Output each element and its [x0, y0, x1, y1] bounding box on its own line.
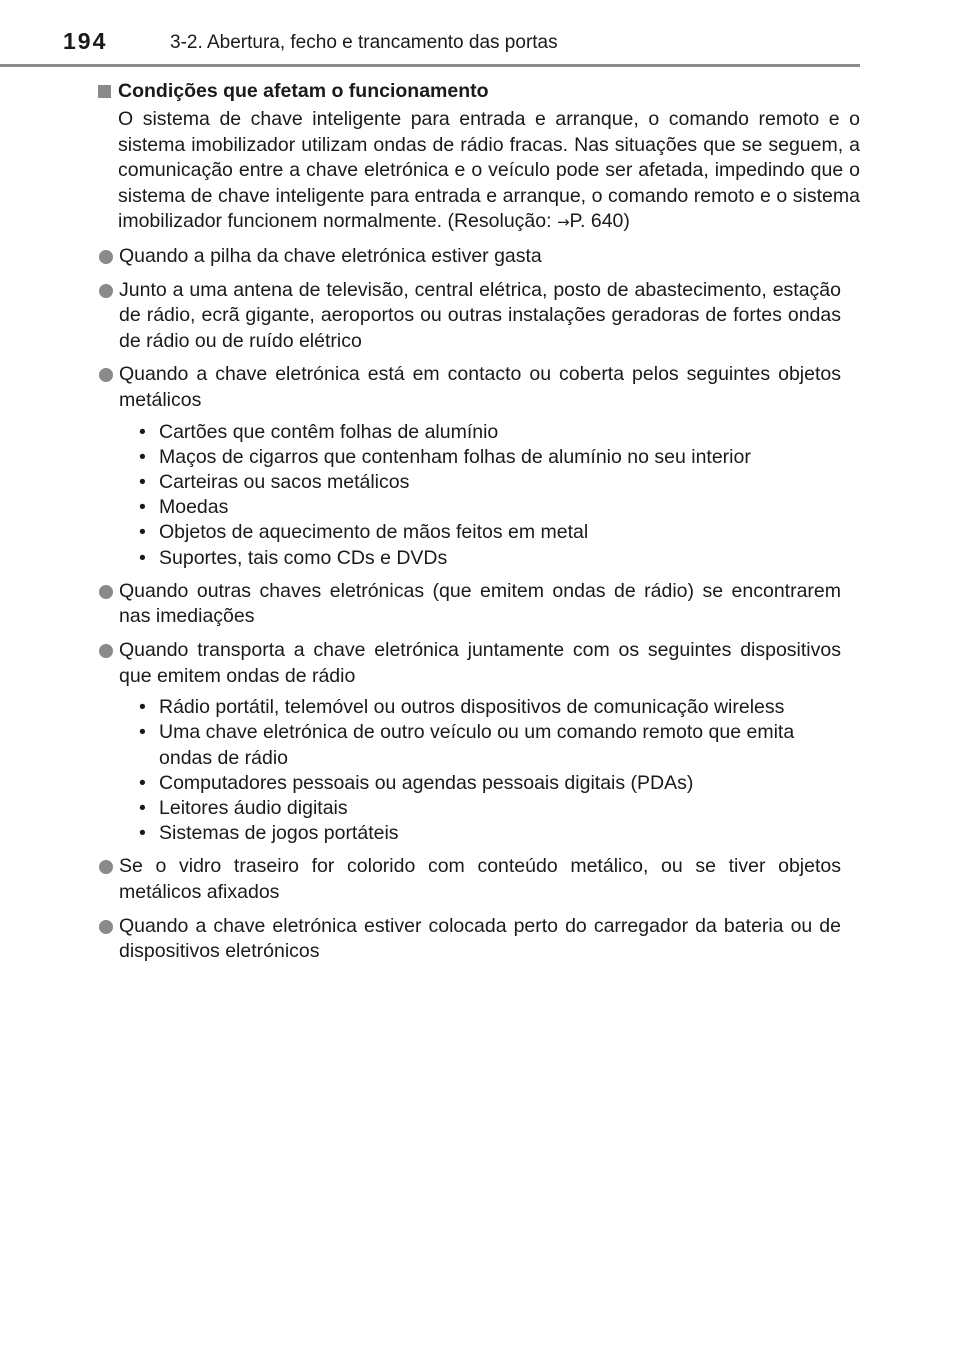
- section-heading: [98, 78, 860, 104]
- list-item: [98, 854, 860, 905]
- sub-bullet: •: [139, 771, 146, 794]
- page-number: 194: [63, 28, 108, 54]
- sublist-item-text: Sistemas de jogos portáteis: [159, 822, 399, 845]
- intro-paragraph: [118, 107, 860, 236]
- sublist-item-text: Carteiras ou sacos metálicos: [159, 470, 410, 493]
- sublist-item: [139, 470, 860, 495]
- circle-bullet-icon: [99, 920, 113, 934]
- list-item-text: Quando outras chaves eletrónicas (que emitem ondas de rádio) se encontrarem nas imediações: [119, 579, 841, 628]
- sublist-item: [139, 546, 860, 571]
- list-item-text: Quando a pilha da chave eletrónica estiver gasta: [119, 244, 542, 267]
- sub-bullet: •: [139, 822, 146, 845]
- circle-bullet-icon: [99, 644, 113, 658]
- sub-bullet: •: [139, 420, 146, 443]
- sub-bullet: •: [139, 470, 146, 493]
- list-item-text: Se o vidro traseiro for colorido com conteúdo metálico, ou se tiver objetos metálicos afixados: [119, 855, 841, 903]
- list-item: [98, 579, 860, 630]
- circle-bullet-icon: [99, 250, 113, 264]
- sublist-item: [139, 771, 860, 796]
- list-item: [98, 278, 860, 355]
- sublist-item: [139, 520, 860, 545]
- list-item: [98, 638, 860, 689]
- square-bullet-icon: [98, 85, 111, 98]
- sublist-item: [139, 445, 860, 470]
- circle-bullet-icon: [99, 284, 113, 298]
- header-divider: [0, 64, 860, 67]
- intro-text: O sistema de chave inteligente para entrada e arranque, o comando remoto e o sistema imobilizador utilizam ondas de rádio fracas. Nas situações que se seguem, a comunicação entre a chave eletrónica e o veículo pode ser afetada, impedindo que o sistema de chave inteligente para entrada e arranque, o comando remoto e o sistema imobilizador funcionem normalmente. (Resolução:: [118, 108, 860, 233]
- sublist-item-text: Rádio portátil, telemóvel ou outros dispositivos de comunicação wireless: [159, 696, 785, 719]
- list-item: [98, 244, 860, 270]
- sublist-item-text: Objetos de aquecimento de mãos feitos em metal: [159, 521, 589, 544]
- section-title: Condições que afetam o funcionamento: [118, 80, 489, 102]
- circle-bullet-icon: [99, 368, 113, 382]
- page-reference-link[interactable]: P. 640): [569, 210, 630, 233]
- list-item-text: Junto a uma antena de televisão, central elétrica, posto de abastecimento, estação de rádio, ecrã gigante, aeroportos ou outras instalações geradoras de fortes ondas de rádio ou de ruído elétrico: [119, 278, 841, 352]
- metal-objects-sublist: [139, 420, 860, 571]
- radio-devices-sublist: [139, 695, 860, 846]
- sub-bullet: •: [139, 696, 146, 719]
- sublist-item-text: Computadores pessoais ou agendas pessoais digitais (PDAs): [159, 771, 694, 794]
- sub-bullet: •: [139, 721, 146, 744]
- sublist-item-text: Cartões que contêm folhas de alumínio: [159, 420, 499, 443]
- page-content: [98, 78, 860, 965]
- sublist-item: [139, 720, 860, 770]
- sublist-item: [139, 796, 860, 821]
- sub-bullet: •: [139, 521, 146, 544]
- list-item-text: Quando a chave eletrónica está em contacto ou coberta pelos seguintes objetos metálicos: [119, 363, 841, 411]
- sublist-item-text: Leitores áudio digitais: [159, 796, 348, 819]
- sublist-item-text: Maços de cigarros que contenham folhas de alumínio no seu interior: [159, 445, 751, 468]
- circle-bullet-icon: [99, 585, 113, 599]
- right-arrow-icon: →: [556, 213, 570, 232]
- sub-bullet: •: [139, 445, 146, 468]
- sub-bullet: •: [139, 546, 146, 569]
- sublist-item: [139, 495, 860, 520]
- sublist-item-text: Moedas: [159, 496, 229, 519]
- sublist-item: [139, 821, 860, 846]
- sub-bullet: •: [139, 496, 146, 519]
- circle-bullet-icon: [99, 860, 113, 874]
- page-header: [0, 22, 960, 62]
- sublist-item-text: Uma chave eletrónica de outro veículo ou um comando remoto que emita ondas de rádio: [159, 721, 795, 769]
- chapter-title: 3-2. Abertura, fecho e trancamento das portas: [170, 32, 558, 53]
- list-item-text: Quando a chave eletrónica estiver colocada perto do carregador da bateria ou de dispositivos eletrónicos: [119, 914, 841, 963]
- list-item: [98, 914, 860, 965]
- list-item: [98, 362, 860, 413]
- sublist-item: [139, 420, 860, 445]
- sublist-item: [139, 695, 860, 720]
- sub-bullet: •: [139, 796, 146, 819]
- list-item-text: Quando transporta a chave eletrónica juntamente com os seguintes dispositivos que emitem ondas de rádio: [119, 638, 841, 687]
- sublist-item-text: Suportes, tais como CDs e DVDs: [159, 546, 448, 569]
